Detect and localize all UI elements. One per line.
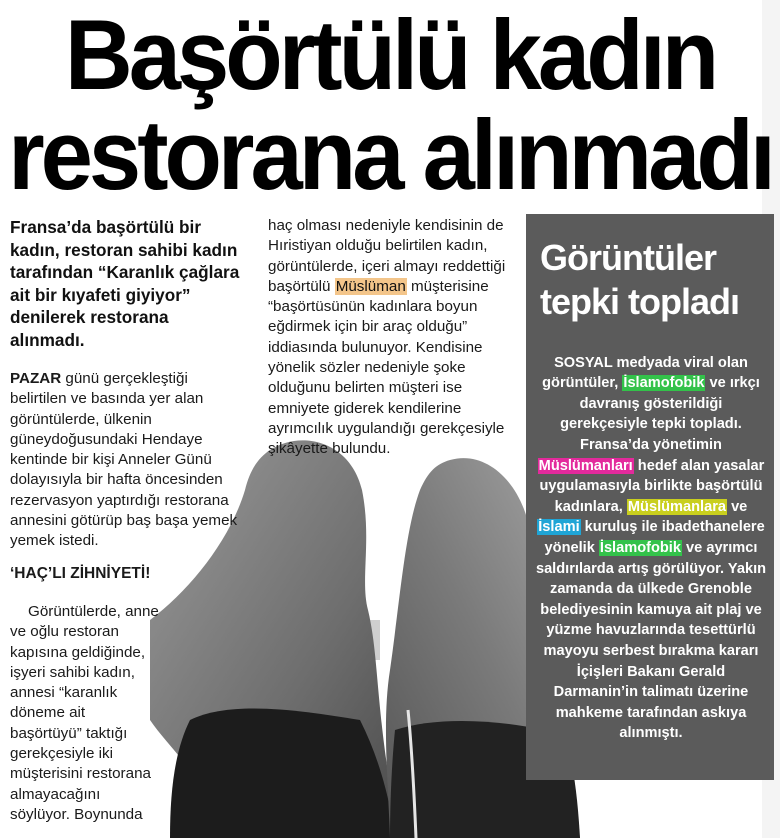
body-paragraph-3-text-b: müşterisine “başörtüsünün kadınlara boyun eğdirmek için bir araç olduğu” iddiasında bulunuyor. Kendisine yönelik sözler nedeniyle şoke olduğunu belirten müşteri ise emniyete giderek kendilerine ayrımcılık uygulandığı gerekçesiyle şikâyette bulundu.	[268, 277, 505, 458]
sidebar-text-4: ve	[727, 498, 748, 515]
kicker: PAZAR	[10, 370, 62, 387]
sidebar-text-2: ve ırkçı davranış gösterildiği gerekçesiyle tepki topladı. Fransa’da yönetimin	[560, 375, 760, 453]
highlight-islamofobik-1: İslamofobik	[623, 375, 705, 392]
headline-line-1: Başörtülü kadın	[64, 0, 716, 111]
sidebar-text-3: hedef alan yasalar uygulamasıyla birlikte başörtülü kadınlara,	[539, 457, 765, 515]
highlight-islami: İslami	[538, 519, 580, 536]
sidebar-title-line-2: tepki topladı	[540, 281, 740, 322]
sidebar-text-1: SOSYAL medyada viral olan görüntüler,	[542, 354, 748, 392]
article-column-2	[268, 216, 514, 460]
headline-line-2: restorana alınmadı	[8, 98, 772, 211]
sidebar-title-line-1: Görüntüler	[540, 237, 716, 278]
highlight-muslumanlara: Müslümanlara	[627, 498, 727, 515]
sidebar-text	[534, 353, 768, 744]
body-paragraph-1	[10, 369, 242, 552]
body-paragraph-3	[268, 216, 514, 460]
body-paragraph-3-text-a: haç olması nedeniyle kendisinin de Hıristiyan olduğu belirtilen kadın, görüntülerde, içeri almayı reddettiği başörtülü	[268, 217, 506, 295]
subheading: ‘HAÇ’LI ZİHNİYETİ!	[10, 564, 151, 582]
sidebar-text-5: kuruluş ile ibadethanelere yönelik	[544, 519, 765, 556]
highlight-islamofobik-2: İslamofobik	[599, 539, 681, 556]
article-column-1	[10, 216, 242, 825]
highlight-muslumanlari: Müslümanları	[538, 457, 633, 474]
highlight-muslim: Müslüman	[335, 277, 406, 295]
sidebar-text-6: ve ayrımcı saldırılarda artış görülüyor. Yakın zamanda da ülkede Grenoble belediyesinin kamuya ait plaj ve yüzme havuzlarında tesettürlü mayoyu serbest bırakma kararı İçişleri Bakanı Gerald Darmanin’in talimatı üzerine mahkeme tarafından askıya alınmıştı.	[535, 539, 767, 742]
sidebar-box	[526, 214, 774, 780]
lede: Fransa’da başörtülü bir kadın, restoran sahibi kadın tarafından “Karanlık çağlara ait bir kıyafeti giyiyor” denilerek restorana alınmadı.	[10, 217, 240, 350]
body-paragraph-2: Görüntülerde, anne ve oğlu restoran kapısına geldiğinde, işyeri sahibi kadın, annesi “karanlık döneme ait başörtüyü” taktığı gerekçesiyle iki müşterisini restorana almayacağını söylüyor. Boynunda	[10, 602, 159, 823]
body-paragraph-1-text: günü gerçekleştiği belirtilen ve basında yer alan görüntülerde, ülkenin güneydoğusundaki Hendaye kentinde bir kişi Anneler Günü dolayısıyla bir hafta öncesinden rezervasyon yaptırdığı restorana annesini götürüp baş başa yemek yemek istedi.	[10, 370, 238, 550]
sidebar-title	[540, 236, 739, 324]
